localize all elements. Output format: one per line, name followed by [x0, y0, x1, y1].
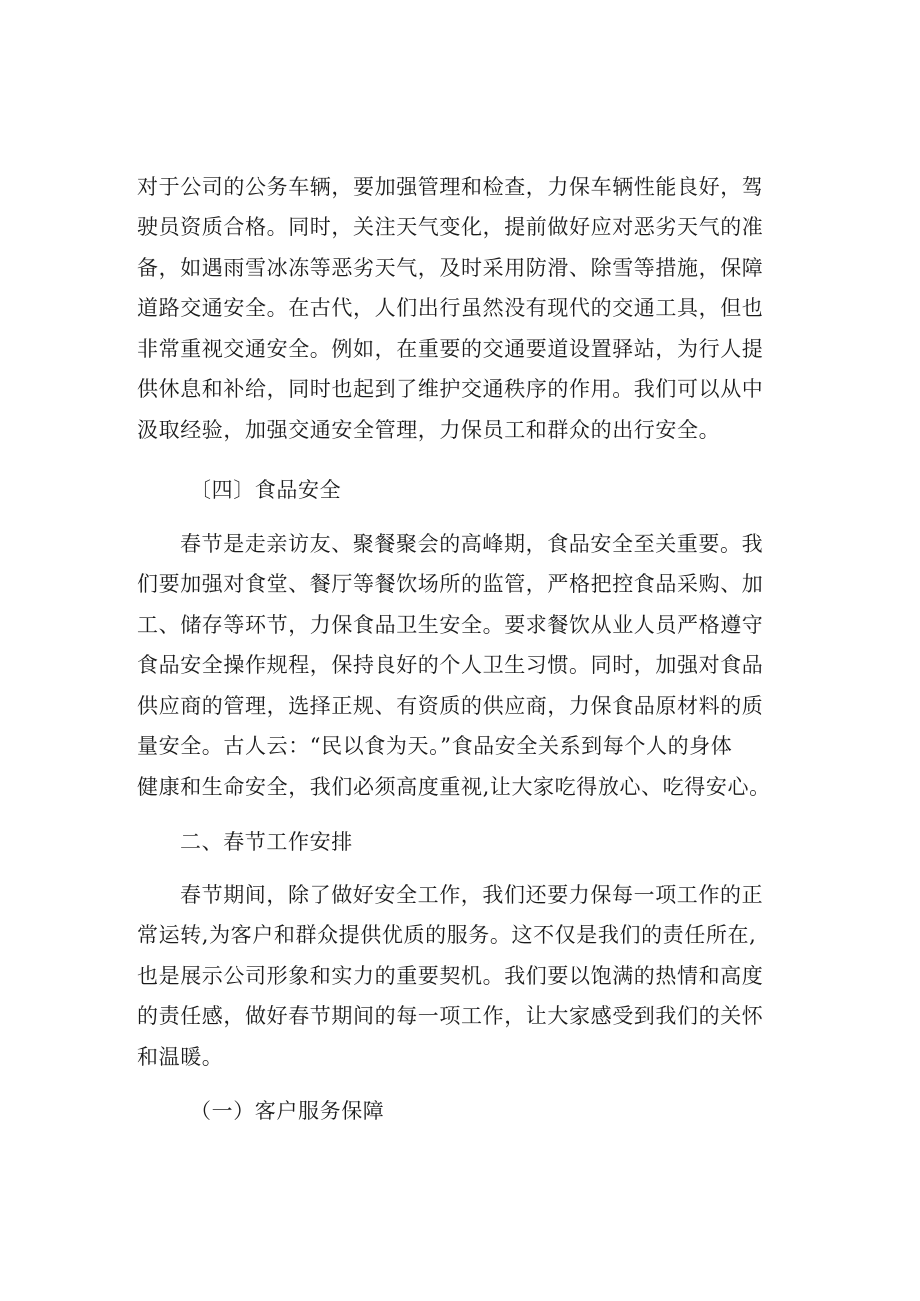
paragraph-line: 供休息和补给，同时也起到了维护交通秩序的作用。我们可以从中	[137, 377, 764, 401]
paragraph-line: 们要加强对食堂、餐厅等餐饮场所的监管，严格把控食品采购、加	[137, 572, 764, 596]
section-heading-work-arrangement: 二、春节工作安排	[180, 830, 353, 854]
section-heading-food-safety: 〔四〕食品安全	[190, 478, 342, 502]
paragraph-line: 也是展示公司形象和实力的重要契机。我们要以饱满的热情和高度	[137, 964, 764, 988]
paragraph-line: 驶员资质合格。同时，关注天气变化，提前做好应对恶劣天气的准	[137, 215, 764, 239]
paragraph-line: 工、储存等环节，力保食品卫生安全。要求餐饮从业人员严格遵守	[137, 613, 764, 637]
paragraph-line: 和温暖。	[137, 1045, 224, 1069]
paragraph-line: 健康和生命安全，我们必须高度重视,让大家吃得放心、吃得安心。	[137, 775, 771, 799]
section-heading-customer-service: （一）客户服务保障	[190, 1099, 385, 1123]
paragraph-line: 的责任感，做好春节期间的每一项工作，让大家感受到我们的关怀	[137, 1004, 764, 1028]
paragraph-line: 供应商的管理，选择正规、有资质的供应商，力保食品原材料的质	[137, 694, 764, 718]
paragraph-line: 道路交通安全。在古代，人们出行虽然没有现代的交通工具，但也	[137, 296, 764, 320]
paragraph-line: 非常重视交通安全。例如，在重要的交通要道设置驿站，为行人提	[137, 337, 764, 361]
paragraph-line: 食品安全操作规程，保持良好的个人卫生习惯。同时，加强对食品	[137, 653, 764, 677]
paragraph-line: 对于公司的公务车辆，要加强管理和检查，力保车辆性能良好，驾	[137, 175, 764, 199]
paragraph-line: 量安全。古人云：“民以食为天。”食品安全关系到每个人的身体	[137, 734, 733, 758]
paragraph-line: 备，如遇雨雪冰冻等恶劣天气，及时采用防滑、除雪等措施，保障	[137, 256, 764, 280]
paragraph-line: 常运转,为客户和群众提供优质的服务。这不仅是我们的责任所在,	[137, 923, 757, 947]
paragraph-line: 春节期间，除了做好安全工作，我们还要力保每一项工作的正	[180, 883, 764, 907]
paragraph-line: 汲取经验，加强交通安全管理，力保员工和群众的出行安全。	[137, 418, 721, 442]
paragraph-line: 春节是走亲访友、聚餐聚会的高峰期，食品安全至关重要。我	[180, 532, 764, 556]
